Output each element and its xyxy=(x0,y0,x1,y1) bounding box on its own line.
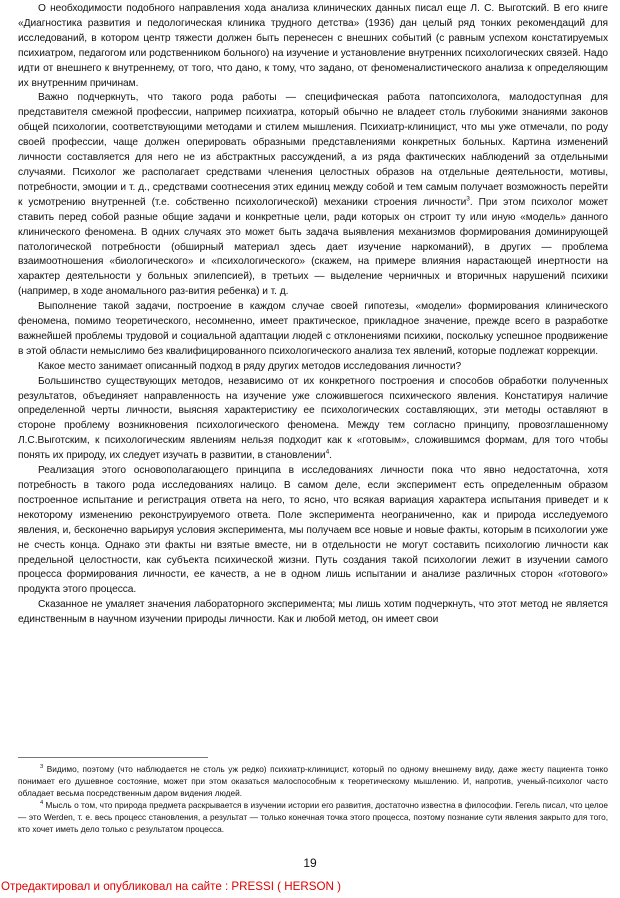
footnote-ref-4[interactable]: 4 xyxy=(325,448,330,456)
footnote-divider xyxy=(18,757,208,758)
footnote-mark: 3 xyxy=(40,764,44,771)
site-credit-link[interactable]: Отредактировал и опубликовал на сайте : PRESSI ( HERSON ) xyxy=(1,880,341,893)
paragraph-6: Реализация этого основополагающего принципа в исследованиях личности пока что явно недостаточна, хотя потребность в такого рода исследованиях налицо. В самом деле, если эксперимент есть определенным образом построенное испытание и регистрация ответа на него, то ясно, что всякая вариация характера испытания приведет и к некоторому изменению реконструируемого ответа. Поле эксперимента неограниченно, как и природа исследуемого явления, и, бесконечно варьируя условия эксперимента, мы получаем все новые и новые факты, которым в психологии уже не счесть конца. Однако эти факты ни взятые вместе, ни в отдельности не могут составить психологию личности как предельной целостности, как субъекта психической жизни. Путь создания такой психологии лежит в изучении самого процесса формирования личности, ее качеств, а не в одном лишь испытании и анализе различных сторон «готового» продукта этого процесса. xyxy=(18,465,608,596)
paragraph-5: Большинство существующих методов, независимо от их конкретного построения и способов обработки полученных результатов, объединяет направленность на изучение уже сложившегося психического явления. Констатируя наличие определенной черты личности, выясняя характеристику ее психологических составляющих, эти методы оставляют в стороне проблему возникновения психологического феномена. Между тем согласно принципу, провозглашенному Л.С.Выготским, к психологическим явлениям нельзя подходит как к «готовым», сложившимся формам, для того чтобы понять их природу, их следует изучать в развитии, в становлении$^4$. xyxy=(18,375,608,462)
footnote-3: $^3$ Видимо, поэтому (что наблюдается не столь уж редко) психиатр-клиницист, который по одному внешнему виду, даже жесту пациента тонко понимает его душевное состояние, может при этом оказаться малоспособным к теоретическому мышлению. И, напротив, ученый-психолог часто обладает весьма посредственным даром видения людей. xyxy=(18,764,608,799)
paragraph-1: О необходимости подобного направления хода анализа клинических данных писал еще Л. С. Выготский. В его книге «Диагностика развития и педологическая клиника трудного детства» (1936) дан целый ряд тонких рекомендаций для исследований, в котором центр тяжести должен быть перенесен с внешних событий (с равным успехом констатируемых психиатром, педагогом или родственником больного) на изучение и установление внутренних психологических связей. Надо идти от внешнего к внутреннему, от того, что дано, к тому, что задано, от феноменалистического анализа к определяющим их внутренним причинам. xyxy=(18,3,608,89)
footnotes xyxy=(18,763,608,836)
footnote-4: $^4$ Мысль о том, что природа предмета раскрывается в изучении истории его развития, достаточно известна в философии. Гегель писал, что целое — это Werden, т. е. весь процесс становления, а результат — только конечная точка этого процесса, поэтому познание сути явления закрыто для того, кто хочет иметь дело только с результатом процесса. xyxy=(18,800,608,835)
paragraph-7: Сказанное не умаляет значения лабораторного эксперимента; мы лишь хотим подчеркнуть, что этот метод не является единственным в научном изучении природы личности. Как и любой метод, он имеет свои xyxy=(18,599,608,626)
footnote-ref-3[interactable]: 3 xyxy=(466,195,470,203)
main-text xyxy=(18,2,608,628)
paragraph-3: Выполнение такой задачи, построение в каждом случае своей гипотезы, «модели» формирования клинического феномена, помимо теоретического, несомненно, имеет практическое, прикладное значение, прежде всего в разработке важнейшей проблемы трудовой и социальной адаптации людей с отклонениями психики, поскольку успешное продвижение в этой области немыслимо без квалифицированного психологического анализа тех явлений, которые подлежат коррекции. xyxy=(18,301,608,357)
paragraph-4: Какое место занимает описанный подход в ряду других методов исследования личности? xyxy=(38,360,462,372)
paragraph-2: Важно подчеркнуть, что такого рода работы — специфическая работа патопсихолога, малодоступная для представителя смежной профессии, например психиатра, который обычно не владеет столь глубокими знаниями законов общей психологии, соответствующими методами и стилем мышления. Психиатр-клиницист, что мы уже отмечали, по роду своей профессии, чаще должен оперировать образными представлениями конкретных больных. Картина изменений личности составляется для него не из абстрактных рассуждений, а из ряда фактических наблюдений за отдельными случаями. Психолог же располагает средствами членения целостных образов на отдельные деятельности, мотивы, потребности, эмоции и т. д., средствами соотнесения этих единиц между собой и тем самым получает возможность перейти к усмотрению внутренней (т.е. собственно психологической) механики строения личности$^3$. При этом психолог может ставить перед собой разные общие задачи и конкретные цели, ради которых он строит ту или иную «модель» данного клинического феномена. В одних случаях это может быть задача выявления механизмов формирования доминирующей патологической потребности (обширный материал здесь дает изучение наркоманий), в других — проблема взаимоотношения «биологического» и «психологического» (скажем, на примере влияния нарастающей инертности на характер деятельности у больных эпилепсией), в третьих — выделение черничных и вторичных нарушений психики (например, в ходе аномального раз-вития ребенка) и т. д. xyxy=(18,92,608,298)
footnote-mark: 4 xyxy=(40,800,44,807)
page-number: 19 xyxy=(303,856,317,870)
